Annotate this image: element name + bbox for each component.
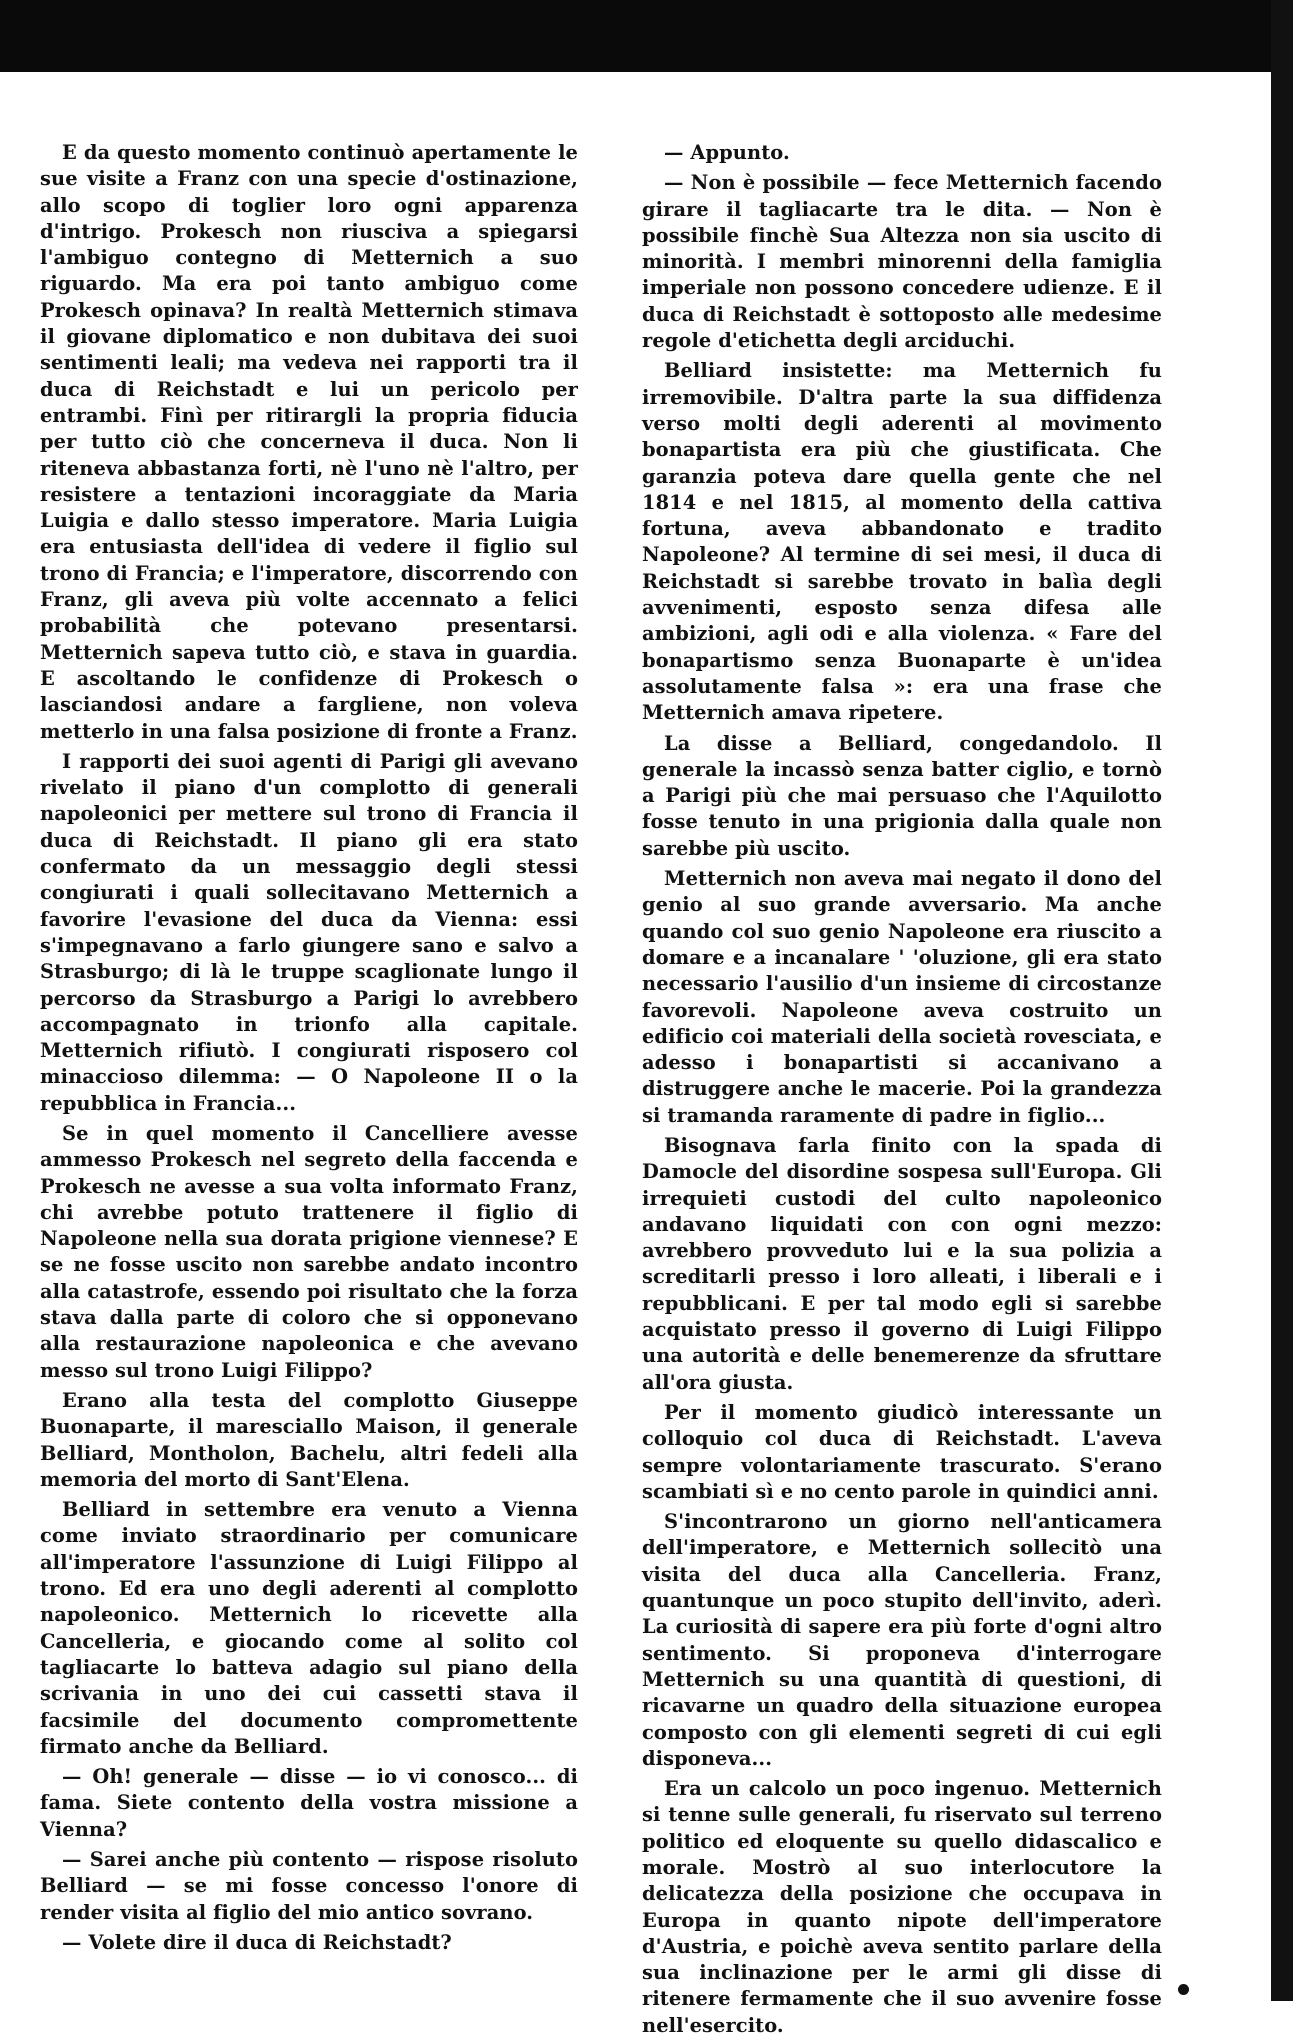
dialogue-line: — Oh! generale — disse — io vi conosco... di fama. Siete contento della vostra missione a Vienna? — [40, 1765, 578, 1841]
scan-right-border — [1271, 0, 1293, 2001]
left-column — [40, 140, 578, 1960]
paragraph: Erano alla testa del complotto Giuseppe Buonaparte, il maresciallo Maison, il generale Belliard, Montholon, Bachelu, altri fedeli alla memoria del morto di Sant'Elena. — [40, 1388, 578, 1491]
paragraph: S'incontrarono un giorno nell'anticamera dell'imperatore, e Metternich sollecitò una visita del duca alla Cancelleria. Franz, quantunque un poco stupito dell'invito, aderì. La curiosità di sapere era più forte d'ogni altro sentimento. Si proponeva d'interrogare Metternich su una quantità di questioni, di ricavarne un quadro della situazione europea composto con gli elementi segreti di cui egli disponeva... — [642, 1510, 1162, 1770]
dialogue-line: — Volete dire il duca di Reichstadt? — [62, 1930, 452, 1954]
paragraph: Per il momento giudicò interessante un colloquio col duca di Reichstadt. L'aveva sempre volontariamente trascurato. S'erano scambiati sì e no cento parole in quindici anni. — [642, 1400, 1162, 1503]
paragraph: I rapporti dei suoi agenti di Parigi gli avevano rivelato il piano d'un complotto di generali napoleonici per mettere sul trono di Francia il duca di Reichstadt. Il piano gli era stato confermato da un messaggio degli stessi congiurati i quali sollecitavano Metternich a favorire l'evasione del duca da Vienna: essi s'impegnavano a farlo giungere sano e salvo a Strasburgo; di là le truppe scaglionate lungo il percorso da Strasburgo a Parigi lo avrebbero accompagnato in trionfo alla capitale. Metternich rifiutò. I congiurati risposero col minaccioso dilemma: — O Napoleone II o la repubblica in Francia... — [40, 749, 578, 1115]
scan-top-border — [0, 0, 1293, 72]
paragraph: E da questo momento continuò apertamente le sue visite a Franz con una specie d'ostinazione, allo scopo di toglier loro ogni apparenza d'intrigo. Prokesch non riusciva a spiegarsi l'ambiguo contegno di Metternich a suo riguardo. Ma era poi tanto ambiguo come Prokesch opinava? In realtà Metternich stimava il giovane diplomatico e non dubitava dei suoi sentimenti leali; ma vedeva nei rapporti tra il duca di Reichstadt e lui un pericolo per entrambi. Finì per ritirargli la propria fiducia per tutto ciò che concerneva il duca. Non li riteneva abbastanza forti, nè l'uno nè l'altro, per resistere a tentazioni incoraggiate da Maria Luigia e dallo stesso imperatore. Maria Luigia era entusiasta dell'idea di vedere il figlio sul trono di Francia; e l'imperatore, discorrendo con Franz, gli aveva più volte accennato a felici probabilità che potevano presentarsi. Metternich sapeva tutto ciò, e stava in guardia. E ascoltando le confidenze di Prokesch o lasciandosi andare a fargliene, non voleva metterlo in una falsa posizione di fronte a Franz. — [40, 141, 578, 743]
right-column — [642, 140, 1162, 2043]
end-mark-dot — [1178, 1984, 1189, 1995]
paragraph: Metternich non aveva mai negato il dono del genio al suo grande avversario. Ma anche quando col suo genio Napoleone era riuscito a domare e a incanalare ' 'oluzione, gli era stato necessario l'ausilio d'un insieme di circostanze favorevoli. Napoleone aveva costruito un edificio coi materiali della società rovesciata, e adesso i bonapartisti si accanivano a distruggere anche le macerie. Poi la grandezza si tramanda raramente di padre in figlio... — [642, 867, 1162, 1127]
paragraph: Se in quel momento il Cancelliere avesse ammesso Prokesch nel segreto della faccenda e Prokesch ne avesse a sua volta informato Franz, chi avrebbe potuto trattenere il figlio di Napoleone nella sua dorata prigione viennese? E se ne fosse uscito non sarebbe andato incontro alla catastrofe, essendo poi risultato che la forza stava dalla parte di coloro che si opponevano alla restaurazione napoleonica e che avevano messo sul trono Luigi Filippo? — [40, 1121, 578, 1382]
paragraph: Belliard insistette: ma Metternich fu irremovibile. D'altra parte la sua diffidenza verso molti degli aderenti al movimento bonapartista era più che giustificata. Che garanzia poteva dare quella gente che nel 1814 e nel 1815, al momento della cattiva fortuna, aveva abbandonato e tradito Napoleone? Al termine di sei mesi, il duca di Reichstadt si sarebbe trovato in balìa degli avvenimenti, esposto senza difesa alle ambizioni, agli odi e alla violenza. « Fare del bonapartismo senza Buonaparte è un'idea assolutamente falsa »: era una frase che Metternich amava ripetere. — [642, 359, 1162, 725]
paragraph: La disse a Belliard, congedandolo. Il generale la incassò senza batter ciglio, e tornò a Parigi più che mai persuaso che l'Aquilotto fosse tenuto in una prigionia dalla quale non sarebbe più uscito. — [642, 731, 1162, 860]
dialogue-line: — Non è possibile — fece Metternich facendo girare il tagliacarte tra le dita. — Non è possibile finchè Sua Altezza non sia uscito di minorità. I membri minorenni della famiglia imperiale non possono concedere udienze. E il duca di Reichstadt è sottoposto alle medesime regole d'etichetta degli arciduchi. — [642, 171, 1162, 353]
paragraph: Belliard in settembre era venuto a Vienna come inviato straordinario per comunicare all'imperatore l'assunzione di Luigi Filippo al trono. Ed era uno degli aderenti al complotto napoleonico. Metternich lo ricevette alla Cancelleria, e giocando come al solito col tagliacarte lo batteva adagio sul piano della scrivania in uno dei cui cassetti stava il facsimile del documento compromettente firmato anche da Belliard. — [40, 1498, 578, 1758]
dialogue-line: — Appunto. — [664, 141, 790, 164]
paragraph: Bisognava farla finito con la spada di Damocle del disordine sospesa sull'Europa. Gli irrequieti custodi del culto napoleonico andavano liquidati con con ogni mezzo: avrebbero provveduto lui e la sua polizia a screditarli presso i loro alleati, i liberali e i repubblicani. E per tal modo egli si sarebbe acquistato presso il governo di Luigi Filippo una autorità e delle benemerenze da sfruttare all'ora giusta. — [642, 1133, 1162, 1394]
dialogue-line: — Sarei anche più contento — rispose risoluto Belliard — se mi fosse concesso l'onore di render visita al figlio del mio antico sovrano. — [40, 1848, 578, 1924]
paragraph: Era un calcolo un poco ingenuo. Metternich si tenne sulle generali, fu riservato sul terreno politico ed eloquente su quello didascalico e morale. Mostrò al suo interlocutore la delicatezza della posizione che occupava in Europa in quanto nipote dell'imperatore d'Austria, e poichè aveva sentito parlare della sua inclinazione per le armi gli disse di ritenere fermamente che il suo avvenire fosse nell'esercito. — [642, 1777, 1162, 2037]
